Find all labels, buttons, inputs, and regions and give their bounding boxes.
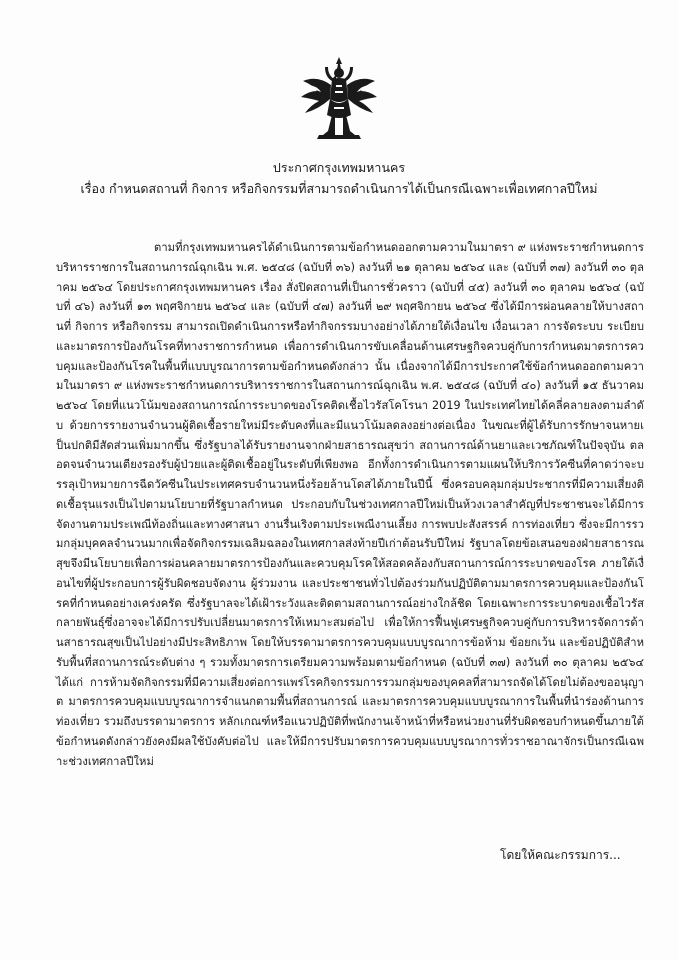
announcement-issuer: ประกาศกรุงเทพมหานคร [272,160,406,175]
announcement-subject: เรื่อง กำหนดสถานที่ กิจการ หรือกิจกรรมที่สามารถดำเนินการได้เป็นกรณีเฉพาะเพื่อเทศกาลปีใหม่ [80,181,598,196]
body-paragraph: ตามที่กรุงเทพมหานครได้ดำเนินการตามข้อกำหนดออกตามความในมาตรา ๙ แห่งพระราชกำหนดการบริหารราชการในสถานการณ์ฉุกเฉิน พ.ศ. ๒๕๔๘ (ฉบับที่ ๓๖) ลงวันที่ ๒๑ ตุลาคม ๒๕๖๔ และ (ฉบับที่ ๓๗) ลงวันที่ ๓๐ ตุลาคม ๒๕๖๔ โดยประกาศกรุงเทพมหานคร เรื่อง สั่งปิดสถานที่เป็นการชั่วคราว (ฉบับที่ ๔๕) ลงวันที่ ๓๐ ตุลาคม ๒๕๖๔ (ฉบับที่ ๔๖) ลงวันที่ ๑๓ พฤศจิกายน ๒๕๖๔ และ (ฉบับที่ ๔๗) ลงวันที่ ๒๙ พฤศจิกายน ๒๕๖๔ ซึ่งได้มีการผ่อนคลายให้บางสถานที่ กิจการ หรือกิจกรรม สามารถเปิดดำเนินการหรือทำกิจกรรมบางอย่างได้ภายใต้เงื่อนไข เงื่อนเวลา การจัดระบบ ระเบียบ และมาตรการป้องกันโรคที่ทางราชการกำหนด เพื่อการดำเนินการขับเคลื่อนด้านเศรษฐกิจควบคู่กับการกำหนดมาตรการควบคุมและป้องกันโรคในพื้นที่แบบบูรณาการตามข้อกำหนดดังกล่าว นั้น เนื่องจากได้มีการประกาศใช้ข้อกำหนดออกตามความในมาตรา ๙ แห่งพระราชกำหนดการบริหารราชการในสถานการณ์ฉุกเฉิน พ.ศ. ๒๕๔๘ (ฉบับที่ ๔๐) ลงวันที่ ๑๕ ธันวาคม ๒๕๖๔ โดยที่แนวโน้มของสถานการณ์การระบาดของโรคติดเชื้อไวรัสโคโรนา 2019 ในประเทศไทยได้คลี่คลายลงตามลำดับ ด้วยการรายงานจำนวนผู้ติดเชื้อรายใหม่มีระดับคงที่และมีแนวโน้มลดลงอย่างต่อเนื่อง ในขณะที่ผู้ได้รับการรักษาจนหายเป็นปกติมีสัดส่วนเพิ่มมากขึ้น ซึ่งรัฐบาลได้รับรายงานจากฝ่ายสาธารณสุขว่า สถานการณ์ด้านยาและเวชภัณฑ์ในปัจจุบัน ตลอดจนจำนวนเตียงรองรับผู้ป่วยและผู้ติดเชื้ออยู่ในระดับที่เพียงพอ อีกทั้งการดำเนินการตามแผนให้บริการวัคซีนที่คาดว่าจะบรรลุเป้าหมายการฉีดวัคซีนในประเทศครบจำนวนหนึ่งร้อยล้านโดสได้ภายในปีนี้ ซึ่งครอบคลุมกลุ่มประชากรที่มีความเสี่ยงติดเชื้อรุนแรงเป็นไปตามนโยบายที่รัฐบาลกำหนด ประกอบกับในช่วงเทศกาลปีใหม่เป็นห้วงเวลาสำคัญที่ประชาชนจะได้มีการจัดงานตามประเพณีท้องถิ่นและทางศาสนา งานรื่นเริงตามประเพณีงานเลี้ยง การพบปะสังสรรค์ การท่องเที่ยว ซึ่งจะมีการรวมกลุ่มบุคคลจำนวนมากเพื่อจัดกิจกรรมเฉลิมฉลองในเทศกาลส่งท้ายปีเก่าต้อนรับปีใหม่ รัฐบาลโดยข้อเสนอของฝ่ายสาธารณสุขจึงมีนโยบายเพื่อการผ่อนคลายมาตรการป้องกันและควบคุมโรคให้สอดคล้องกับสถานการณ์การระบาดของโรค ภายใต้เงื่อนไขที่ผู้ประกอบการผู้รับผิดชอบจัดงาน ผู้ร่วมงาน และประชาชนทั่วไปต้องร่วมกันปฏิบัติตามมาตรการควบคุมและป้องกันโรคที่กำหนดอย่างเคร่งครัด ซึ่งรัฐบาลจะได้เฝ้าระวังและติดตามสถานการณ์อย่างใกล้ชิด โดยเฉพาะการระบาดของเชื้อไวรัสกลายพันธุ์ซึ่งอาจจะได้มีการปรับเปลี่ยนมาตรการให้เหมาะสมต่อไป เพื่อให้การฟื้นฟูเศรษฐกิจควบคู่กับการบริหารจัดการด้านสาธารณสุขเป็นไปอย่างมีประสิทธิภาพ โดยให้บรรดามาตรการควบคุมแบบบูรณาการข้อห้าม ข้อยกเว้น และข้อปฏิบัติสำหรับพื้นที่สถานการณ์ระดับต่าง ๆ รวมทั้งมาตรการเตรียมความพร้อมตามข้อกำหนด (ฉบับที่ ๓๗) ลงวันที่ ๓๐ ตุลาคม ๒๕๖๔ ได้แก่ การห้ามจัดกิจกรรมที่มีความเสี่ยงต่อการแพร่โรคกิจกรรมการรวมกลุ่มของบุคคลที่สามารถจัดได้โดยไม่ต้องขออนุญาต มาตรการควบคุมแบบบูรณาการจำแนกตามพื้นที่สถานการณ์ และมาตรการควบคุมแบบบูรณาการในพื้นที่นำร่องด้านการท่องเที่ยว รวมถึงบรรดามาตรการ หลักเกณฑ์หรือแนวปฏิบัติที่พนักงานเจ้าหน้าที่หรือหน่วยงานที่รับผิดชอบกำหนดขึ้นภายใต้ข้อกำหนดดังกล่าวยังคงมีผลใช้บังคับต่อไป และให้มีการปรับมาตรการควบคุมแบบบูรณาการทั่วราชอาณาจักรเป็นกรณีเฉพาะช่วงเทศกาลปีใหม่ [56,241,644,768]
garuda-emblem-icon [299,55,379,141]
continuation-note: โดยให้คณะกรรมการ... [500,848,621,862]
announcement-body [56,238,644,771]
